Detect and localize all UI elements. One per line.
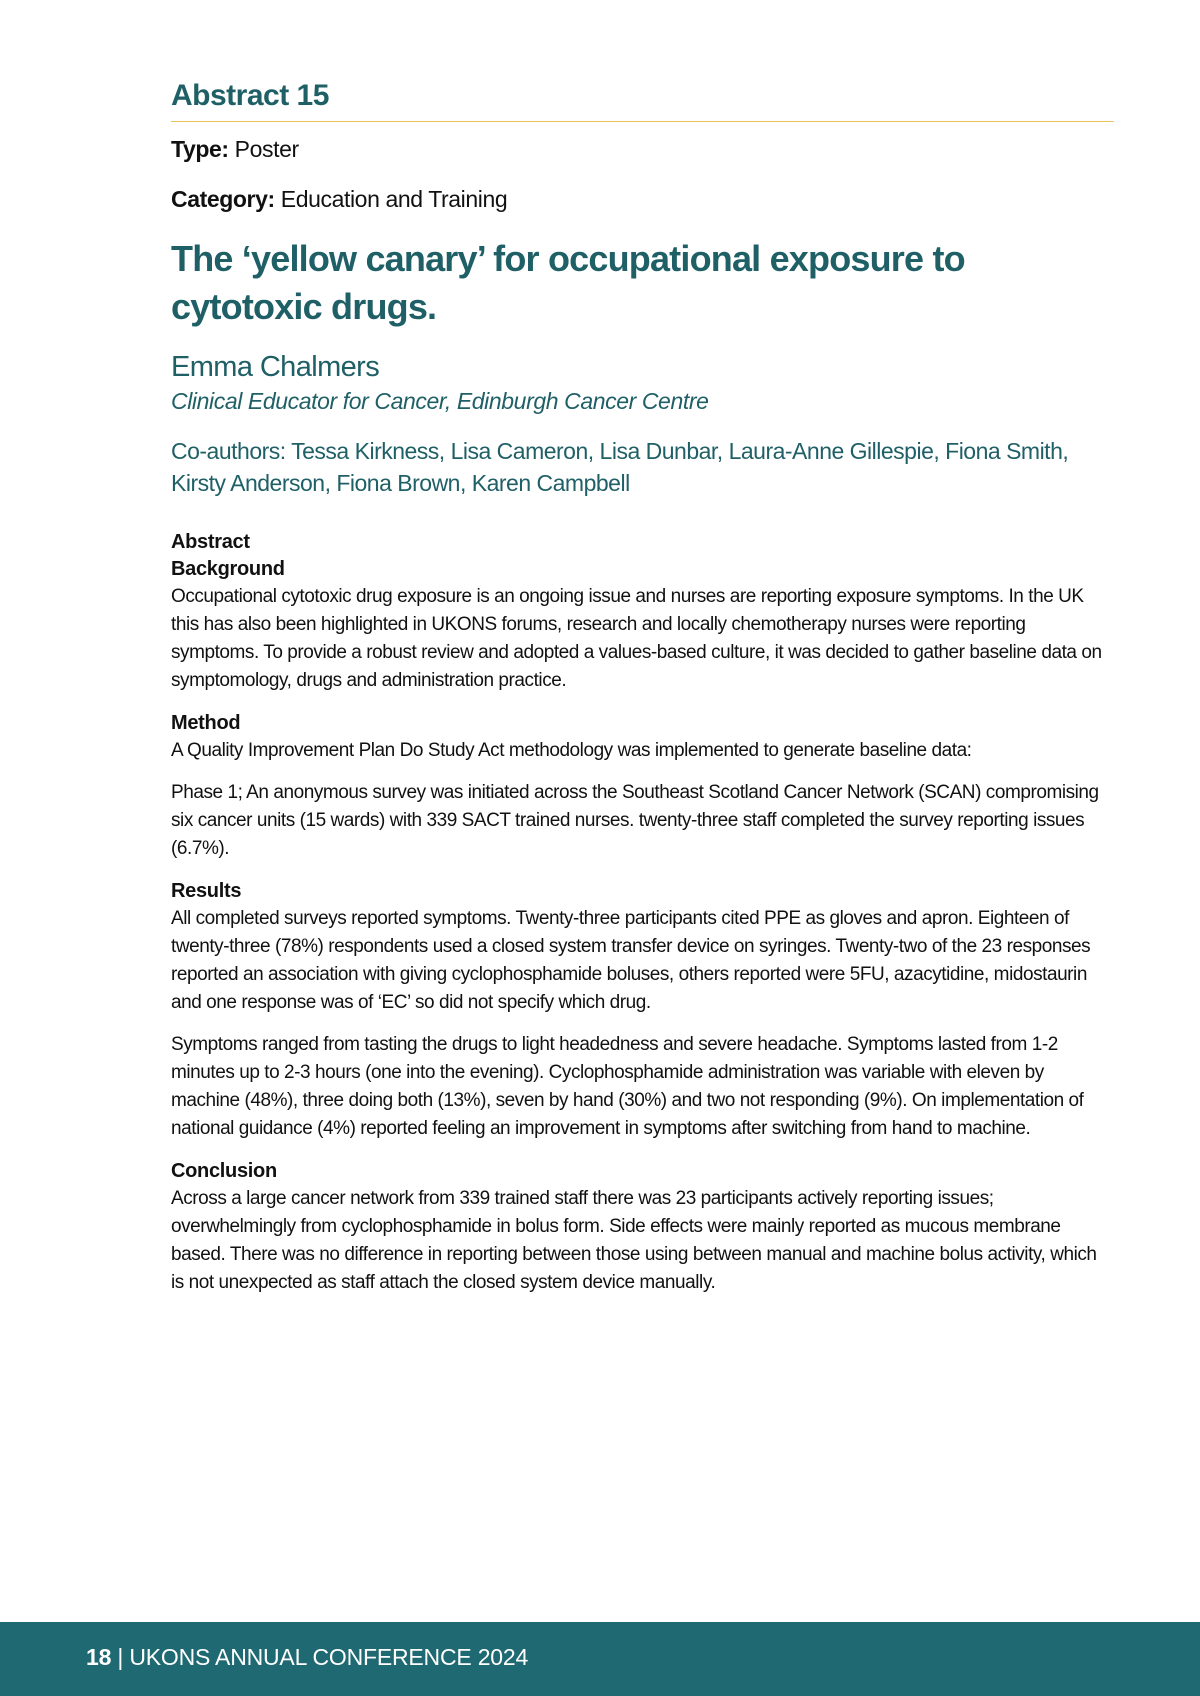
- abstract-number: Abstract 15: [171, 78, 1114, 122]
- paragraph: A Quality Improvement Plan Do Study Act methodology was implemented to generate baseline data:: [171, 740, 972, 762]
- conference-name: UKONS ANNUAL CONFERENCE 2024: [129, 1644, 529, 1670]
- author-affiliation: Clinical Educator for Cancer, Edinburgh Cancer Centre: [171, 388, 709, 415]
- section-heading: Method: [171, 712, 241, 735]
- category-label: Category:: [171, 185, 275, 212]
- footer-separator: |: [111, 1644, 130, 1670]
- author-name: Emma Chalmers: [171, 350, 380, 383]
- type-value: Poster: [234, 136, 299, 162]
- section-conclusion: [171, 1158, 1114, 1297]
- coauthors: Co-authors: Tessa Kirkness, Lisa Cameron, Lisa Dunbar, Laura-Anne Gillespie, Fiona Smith, Kirsty Anderson, Fiona Brown, Karen Campbell: [171, 437, 1069, 497]
- paragraph: Across a large cancer network from 339 trained staff there was 23 participants actively reporting issues; overwhelmingly from cyclophosphamide in bolus form. Side effects were mainly reported as mucous membrane based. There was no difference in reporting between those using between manual and machine bolus activity, which is not unexpected as staff attach the closed system device manually.: [171, 1188, 1097, 1294]
- type-label: Type:: [171, 136, 229, 162]
- section-heading: Background: [171, 558, 285, 581]
- paragraph: All completed surveys reported symptoms. Twenty-three participants cited PPE as gloves and apron. Eighteen of twenty-three (78%) respondents used a closed system transfer device on syringes. Twenty-two of the 23 responses reported an association with giving cyclophosphamide boluses, others reported were 5FU, azacytidine, midostaurin and one response was of ‘EC’ so did not specify which drug.: [171, 908, 1091, 1014]
- abstract-title: The ‘yellow canary’ for occupational exposure to cytotoxic drugs.: [171, 238, 965, 328]
- type-line: [171, 136, 1114, 164]
- section-results: [171, 878, 1114, 1143]
- paragraph: Occupational cytotoxic drug exposure is an ongoing issue and nurses are reporting exposure symptoms. In the UK this has also been highlighted in UKONS forums, research and locally chemotherapy nurses were reporting symptoms. To provide a robust review and adopted a values-based culture, it was decided to gather baseline data on symptomology, drugs and administration practice.: [171, 586, 1102, 692]
- abstract-page-content: [171, 78, 1114, 1297]
- paragraph: Symptoms ranged from tasting the drugs to light headedness and severe headache. Symptoms lasted from 1-2 minutes up to 2-3 hours (one into the evening). Cyclophosphamide administration was variable with eleven by machine (48%), three doing both (13%), seven by hand (30%) and two not responding (9%). On implementation of national guidance (4%) reported feeling an improvement in symptoms after switching from hand to machine.: [171, 1034, 1084, 1140]
- section-background: [171, 556, 1114, 695]
- section-heading: Conclusion: [171, 1160, 277, 1183]
- footer-text: [86, 1644, 528, 1672]
- category-line: [171, 186, 1114, 214]
- category-value: Education and Training: [280, 185, 508, 212]
- page-number: 18: [86, 1644, 112, 1670]
- section-heading: Results: [171, 880, 242, 903]
- abstract-heading: Abstract: [171, 531, 250, 554]
- paragraph: Phase 1; An anonymous survey was initiated across the Southeast Scotland Cancer Network (SCAN) compromising six cancer units (15 wards) with 339 SACT trained nurses. twenty-three staff completed the survey reporting issues (6.7%).: [171, 782, 1099, 860]
- section-method: [171, 710, 1114, 863]
- page-footer: [0, 1622, 1200, 1696]
